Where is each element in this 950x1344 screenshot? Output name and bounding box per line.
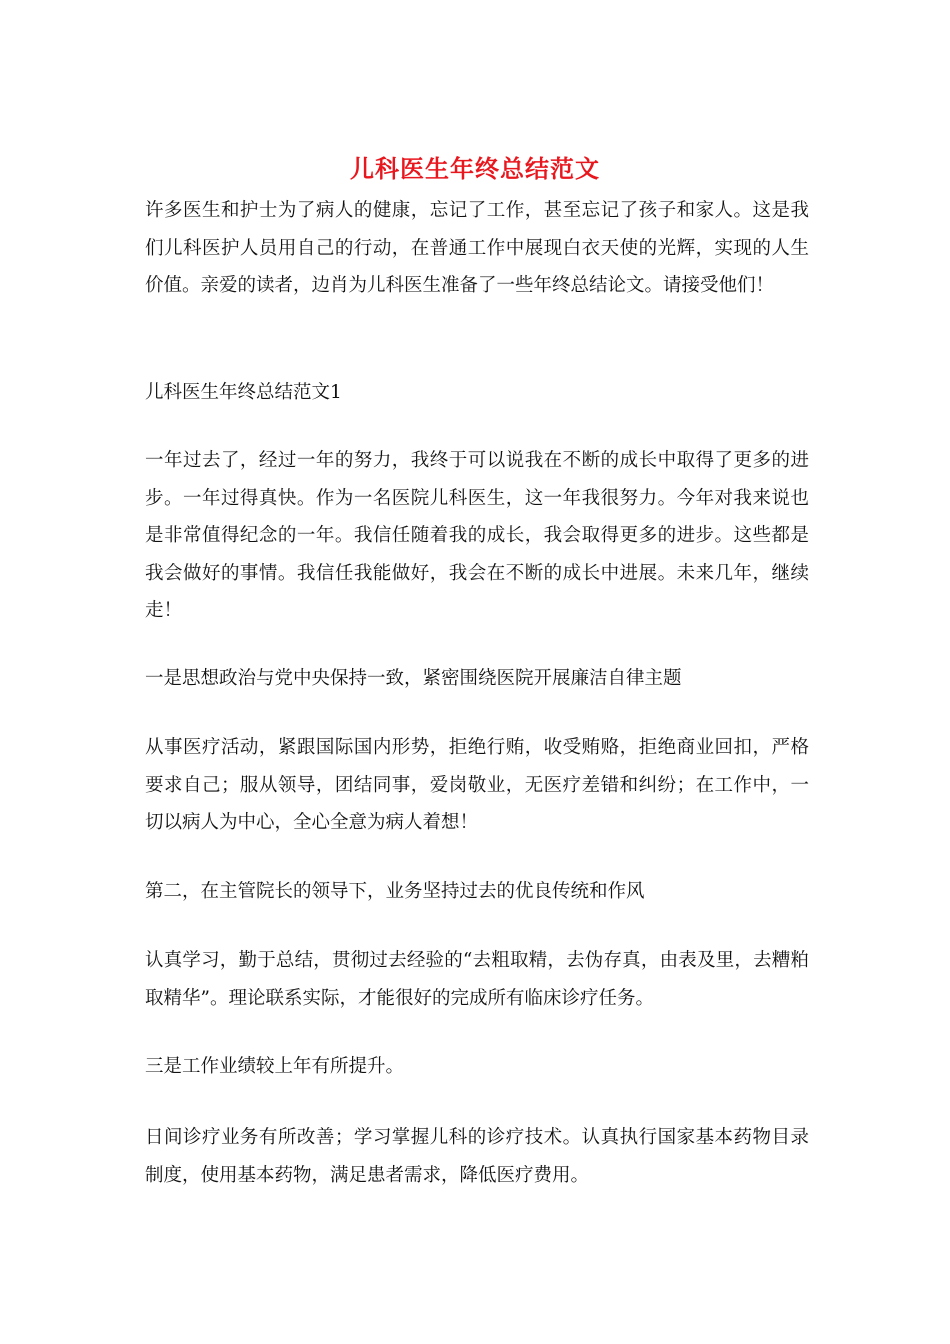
point1-paragraph: 从事医疗活动，紧跟国际国内形势，拒绝行贿，收受贿赂，拒绝商业回扣，严格要求自己；服从领导，团结同事，爱岗敬业，无医疗差错和纠纷；在工作中，一切以病人为中心，全心全意为病人着想！ (145, 737, 809, 833)
point2-paragraph: 认真学习，勤于总结，贯彻过去经验的“去粗取精，去伪存真，由表及里，去糟粕取精华”。理论联系实际，才能很好的完成所有临床诊疗任务。 (145, 950, 809, 1009)
point2-heading: 第二，在主管院长的领导下，业务坚持过去的优良传统和作风 (145, 881, 645, 902)
point1-heading: 一是思想政治与党中央保持一致，紧密围绕医院开展廉洁自律主题 (145, 668, 682, 689)
point3-paragraph: 日间诊疗业务有所改善；学习掌握儿科的诊疗技术。认真执行国家基本药物目录制度，使用基本药物，满足患者需求，降低医疗费用。 (145, 1127, 809, 1186)
intro-paragraph: 许多医生和护士为了病人的健康，忘记了工作，甚至忘记了孩子和家人。这是我们儿科医护人员用自己的行动，在普通工作中展现白衣天使的光辉，实现的人生价值。亲爱的读者，边肖为儿科医生准备了一些年终总结论文。请接受他们！ (145, 200, 809, 296)
section1-paragraph: 一年过去了，经过一年的努力，我终于可以说我在不断的成长中取得了更多的进步。一年过得真快。作为一名医院儿科医生，这一年我很努力。今年对我来说也是非常值得纪念的一年。我信任随着我的成长，我会取得更多的进步。这些都是我会做好的事情。我信任我能做好，我会在不断的成长中进展。未来几年，继续走！ (145, 450, 809, 621)
document-title: 儿科医生年终总结范文 (350, 154, 600, 183)
section-heading-1: 儿科医生年终总结范文1 (145, 382, 342, 403)
point3-heading: 三是工作业绩较上年有所提升。 (145, 1056, 405, 1077)
